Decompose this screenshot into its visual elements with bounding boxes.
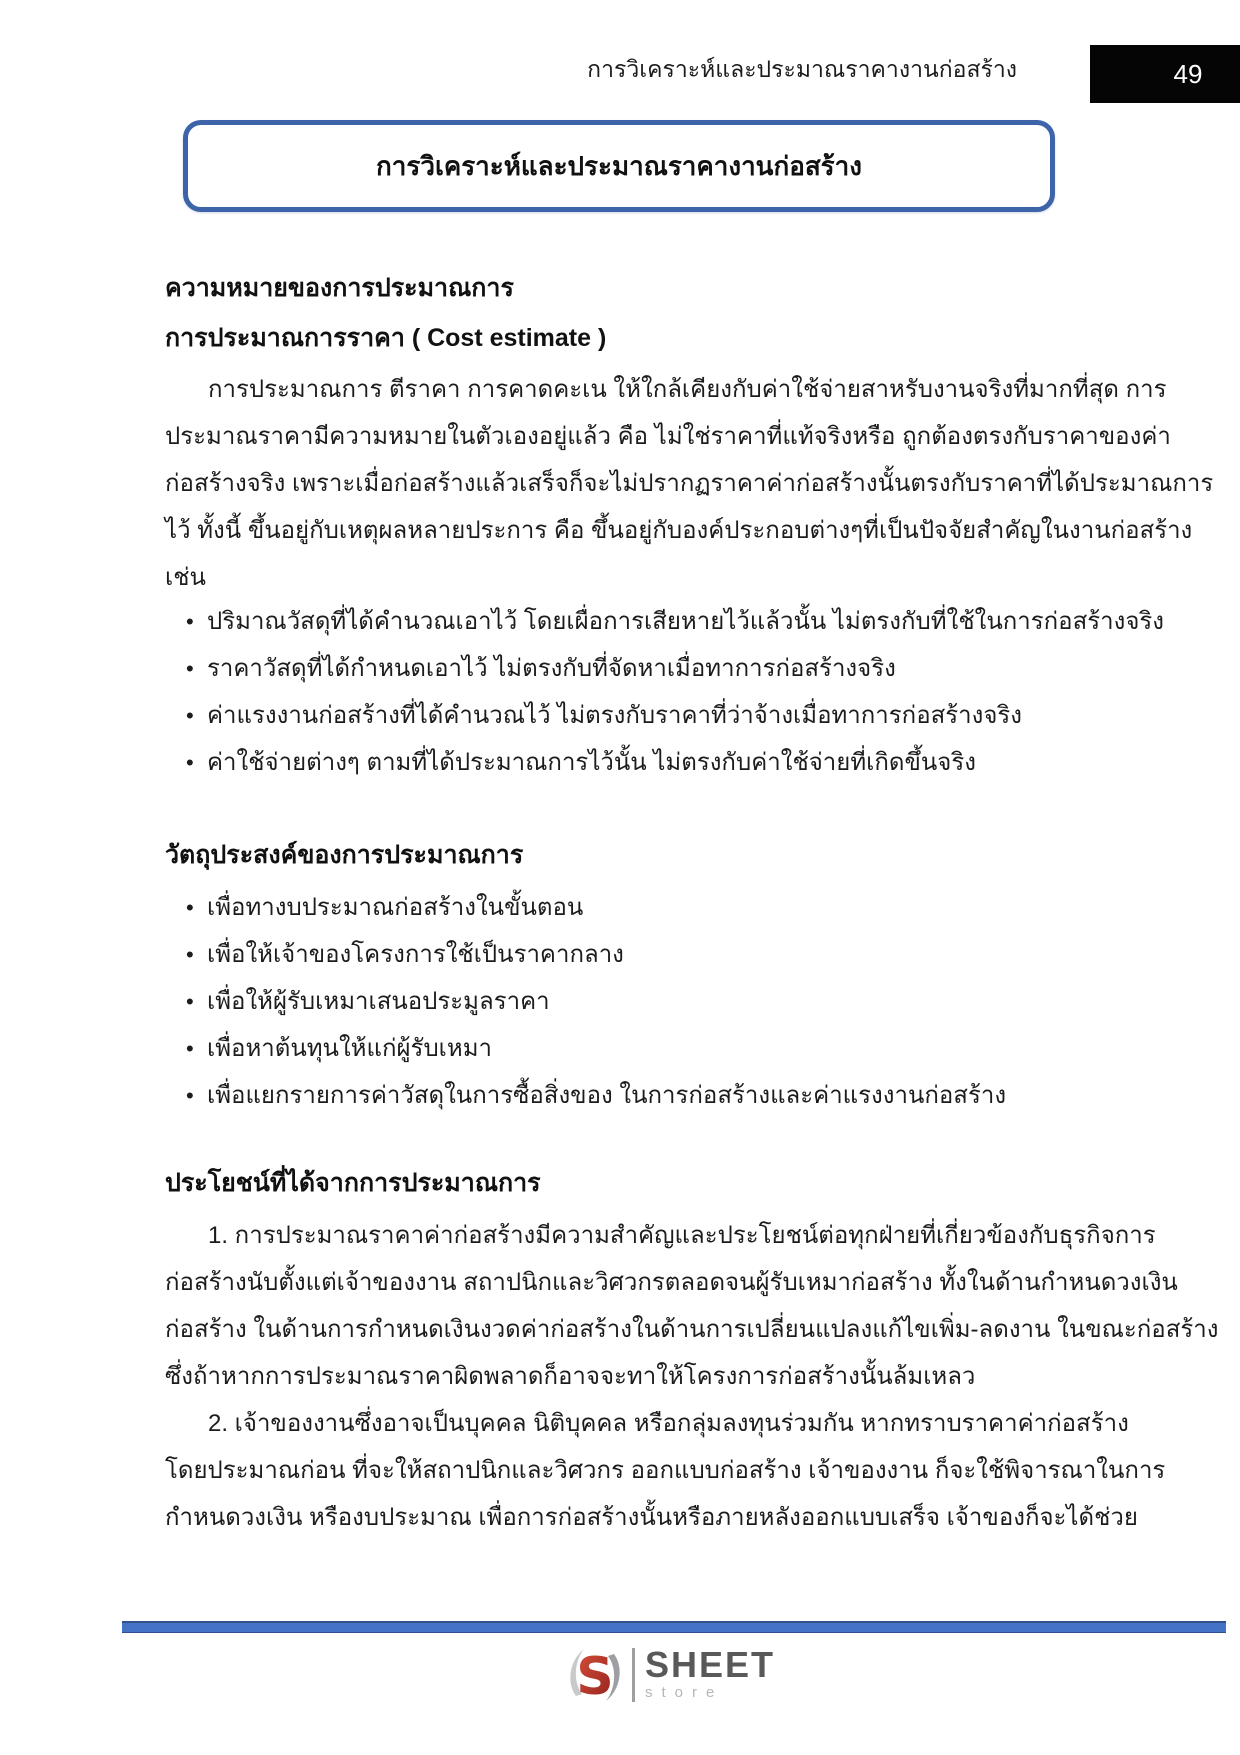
meaning-bullet-list: [165, 598, 1164, 786]
logo-s-icon-svg: [566, 1642, 624, 1708]
section-benefits-heading-block: [165, 1163, 1100, 1203]
svg-text:S: S: [576, 1647, 614, 1707]
list-item: • เพื่อหาต้นทุนให้แก่ผู้รับเหมา: [165, 1025, 1100, 1072]
list-item: • ราคาวัสดุที่ได้กำหนดเอาไว้ ไม่ตรงกับที่จัดหาเมื่อทาการก่อสร้างจริง: [165, 645, 1100, 692]
paragraph-line: กำหนดวงเงิน หรืองบประมาณ เพื่อการก่อสร้างนั้นหรือภายหลังออกแบบเสร็จ เจ้าของก็จะได้ช่วย: [165, 1504, 1138, 1531]
paragraph-line: 2. เจ้าของงานซึ่งอาจเป็นบุคคล นิติบุคคล หรือกลุ่มลงทุนร่วมกัน หากทราบราคาค่าก่อสร้าง: [208, 1410, 1129, 1437]
list-item: • เพื่อทางบประมาณก่อสร้างในขั้นตอน: [165, 884, 1100, 931]
section-heading: วัตถุประสงค์ของการประมาณการ: [165, 841, 524, 869]
section-heading: ประโยชน์ที่ได้จากการประมาณการ: [165, 1169, 541, 1197]
page-number-badge: [1090, 45, 1240, 103]
chapter-title: การวิเคราะห์และประมาณราคางานก่อสร้าง: [376, 150, 862, 181]
section-meaning-subheading-block: [165, 318, 1100, 358]
logo-wordmark: [645, 1644, 776, 1702]
objectives-bullet-list: [165, 884, 1100, 1119]
paragraph-line: การประมาณการ ตีราคา การคาดคะเน ให้ใกล้เคียงกับค่าใช้จ่ายสาหรับงานจริงที่มากที่สุด การ: [208, 376, 1167, 403]
logo-brand-subtext: store: [645, 1684, 724, 1701]
list-item: • ค่าใช้จ่ายต่างๆ ตามที่ได้ประมาณการไว้นั้น ไม่ตรงกับค่าใช้จ่ายที่เกิดขึ้นจริง: [165, 739, 1100, 786]
paragraph-line: ก่อสร้างนับตั้งแต่เจ้าของงาน สถาปนิกและวิศวกรตลอดจนผู้รับเหมาก่อสร้าง ทั้งในด้านกำหนดวงเงิน: [165, 1269, 1178, 1296]
paragraph-line: โดยประมาณก่อน ที่จะให้สถาปนิกและวิศวกร ออกแบบก่อสร้าง เจ้าของงาน ก็จะใช้พิจารณาในการ: [165, 1457, 1166, 1484]
section-subheading: การประมาณการราคา ( Cost estimate ): [165, 324, 607, 352]
chapter-title-box: [183, 120, 1055, 212]
list-item: • ค่าแรงงานก่อสร้างที่ได้คำนวณไว้ ไม่ตรงกับราคาที่ว่าจ้างเมื่อทาการก่อสร้างจริง: [165, 692, 1100, 739]
paragraph-line: ก่อสร้าง ในด้านการกำหนดเงินงวดค่าก่อสร้างในด้านการเปลี่ยนแปลงแก้ไขเพิ่ม-ลดงาน ในขณะก่อสร้าง: [165, 1316, 1219, 1343]
logo-divider: [632, 1648, 635, 1702]
section-heading: ความหมายของการประมาณการ: [165, 274, 514, 302]
paragraph-line: 1. การประมาณราคาค่าก่อสร้างมีความสำคัญและประโยชน์ต่อทุกฝ่ายที่เกี่ยวข้องกับธุรกิจการ: [208, 1222, 1156, 1249]
list-item: • เพื่อให้ผู้รับเหมาเสนอประมูลราคา: [165, 978, 1100, 1025]
list-item: • เพื่อให้เจ้าของโครงการใช้เป็นราคากลาง: [165, 931, 1100, 978]
section-meaning-paragraph: [165, 366, 1214, 601]
paragraph-line: เช่น: [165, 564, 206, 591]
sheet-store-logo: [566, 1640, 775, 1710]
paragraph-line: ไว้ ทั้งนี้ ขึ้นอยู่กับเหตุผลหลายประการ คือ ขึ้นอยู่กับองค์ประกอบต่างๆที่เป็นปัจจัยสำคัญในงานก่อสร้าง: [165, 517, 1193, 544]
logo-s-icon: [566, 1642, 624, 1708]
section-benefits-paragraphs: [165, 1212, 1219, 1541]
section-meaning-heading-block: [165, 268, 1100, 308]
list-item: • เพื่อแยกรายการค่าวัสดุในการซื้อสิ่งของ ในการก่อสร้างและค่าแรงงานก่อสร้าง: [165, 1072, 1100, 1119]
section-objectives-heading-block: [165, 835, 1100, 875]
paragraph-line: ซึ่งถ้าหากการประมาณราคาผิดพลาดก็อาจจะทาให้โครงการก่อสร้างนั้นล้มเหลว: [165, 1363, 976, 1390]
page-number: 49: [1173, 58, 1203, 89]
footer-divider-rule: [122, 1621, 1226, 1633]
page-header-title: การวิเคราะห์และประมาณราคางานก่อสร้าง: [587, 56, 1017, 82]
logo-brand-text: SHEET: [645, 1644, 776, 1685]
paragraph-line: ก่อสร้างจริง เพราะเมื่อก่อสร้างแล้วเสร็จก็จะไม่ปรากฏราคาค่าก่อสร้างนั้นตรงกับราคาที่ได้ประมาณการ: [165, 470, 1214, 497]
paragraph-line: ประมาณราคามีความหมายในตัวเองอยู่แล้ว คือ ไม่ใช่ราคาที่แท้จริงหรือ ถูกต้องตรงกับราคาของค่า: [165, 423, 1171, 450]
list-item: • ปริมาณวัสดุที่ได้คำนวณเอาไว้ โดยเผื่อการเสียหายไว้แล้วนั้น ไม่ตรงกับที่ใช้ในการก่อสร้างจริง: [165, 598, 1100, 645]
